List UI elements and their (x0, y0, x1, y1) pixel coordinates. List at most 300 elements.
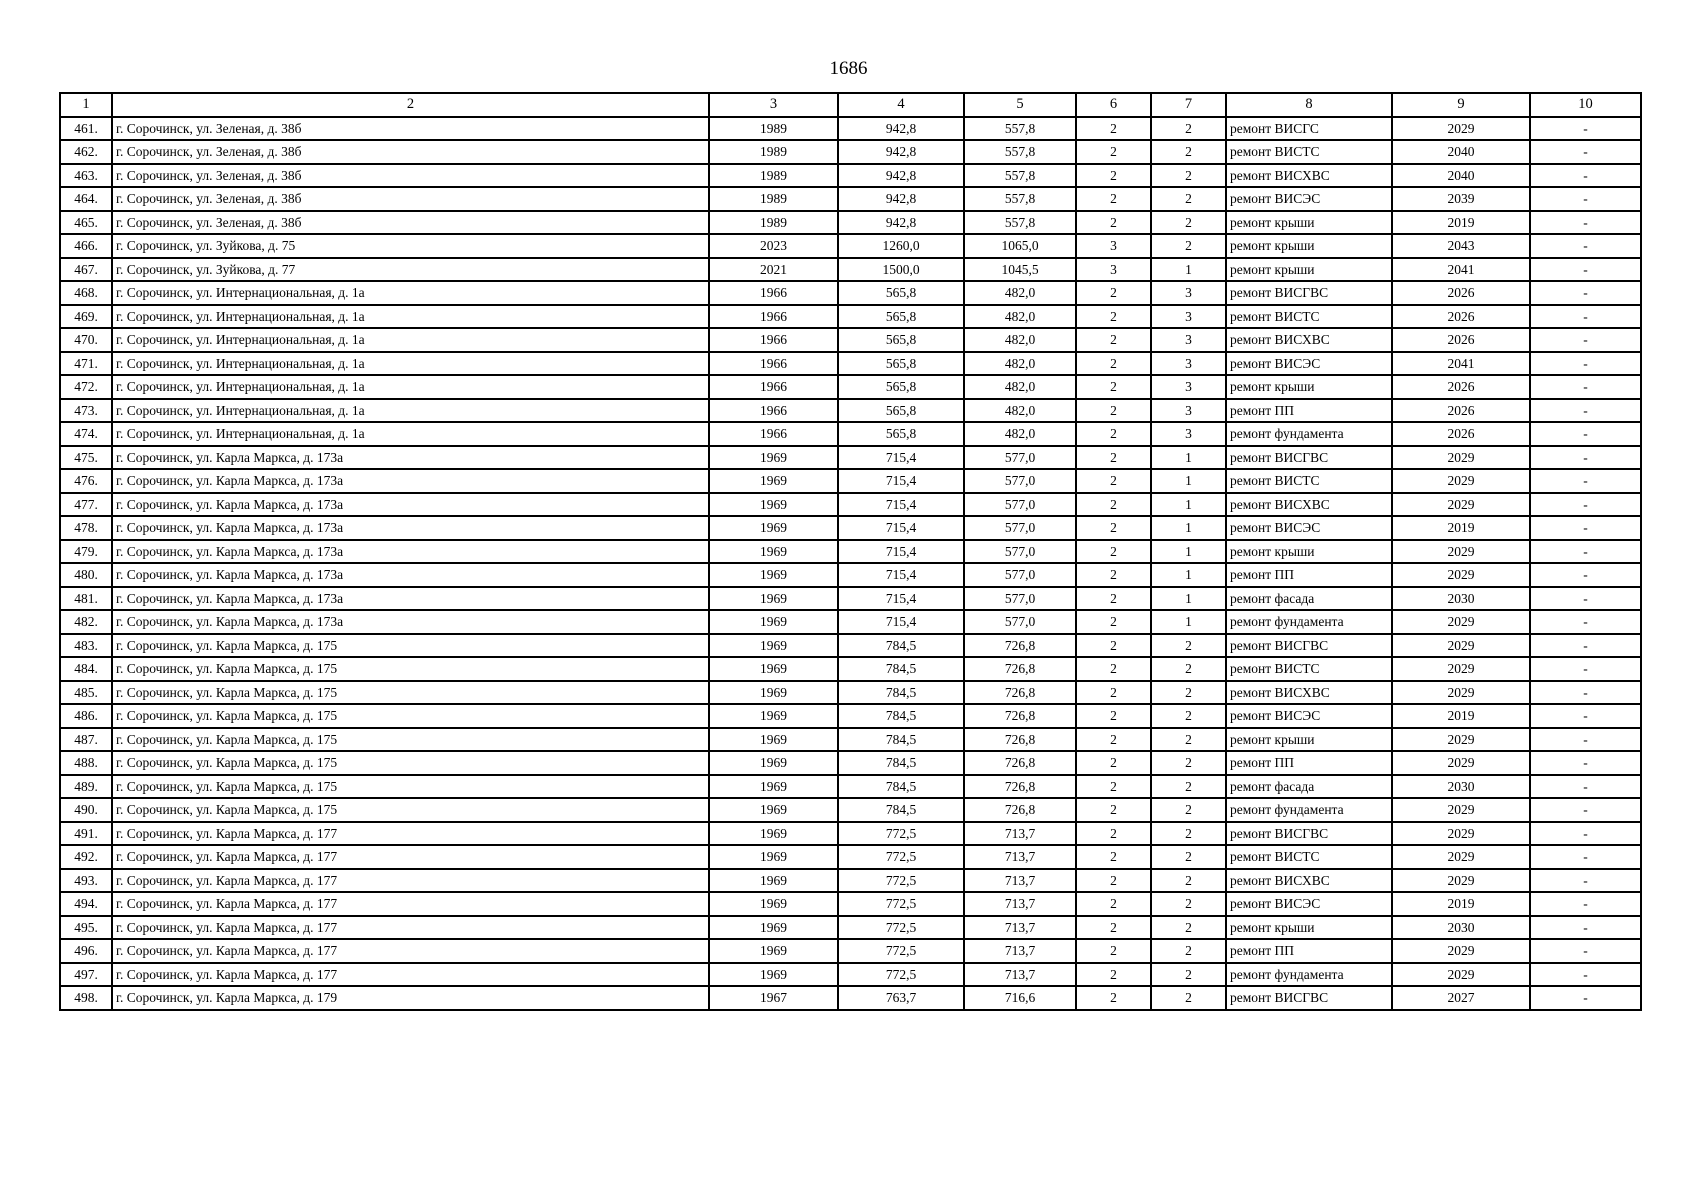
address-cell: г. Сорочинск, ул. Интернациональная, д. 1а (112, 328, 709, 352)
living-area-cell: 557,8 (964, 117, 1076, 141)
address-cell: г. Сорочинск, ул. Карла Маркса, д. 173а (112, 516, 709, 540)
total-area-cell: 784,5 (838, 681, 964, 705)
col7-cell: 2 (1151, 939, 1226, 963)
planned-year-cell: 2040 (1392, 140, 1530, 164)
col10-cell: - (1530, 234, 1641, 258)
planned-year-cell: 2029 (1392, 798, 1530, 822)
work-type-cell: ремонт ВИСГВС (1226, 986, 1392, 1010)
living-area-cell: 557,8 (964, 164, 1076, 188)
row-number-cell: 470. (60, 328, 112, 352)
living-area-cell: 713,7 (964, 916, 1076, 940)
total-area-cell: 784,5 (838, 798, 964, 822)
row-number-cell: 484. (60, 657, 112, 681)
table-row (60, 939, 1641, 963)
col6-cell: 2 (1076, 469, 1151, 493)
table-row (60, 704, 1641, 728)
col10-cell: - (1530, 681, 1641, 705)
row-number-cell: 474. (60, 422, 112, 446)
col10-cell: - (1530, 587, 1641, 611)
total-area-cell: 784,5 (838, 775, 964, 799)
year-cell: 1969 (709, 939, 838, 963)
planned-year-cell: 2029 (1392, 469, 1530, 493)
year-cell: 1966 (709, 305, 838, 329)
col10-cell: - (1530, 892, 1641, 916)
year-cell: 1969 (709, 916, 838, 940)
year-cell: 1969 (709, 704, 838, 728)
work-type-cell: ремонт крыши (1226, 211, 1392, 235)
address-cell: г. Сорочинск, ул. Карла Маркса, д. 173а (112, 610, 709, 634)
col7-cell: 3 (1151, 328, 1226, 352)
total-area-cell: 715,4 (838, 516, 964, 540)
year-cell: 1969 (709, 657, 838, 681)
col10-cell: - (1530, 939, 1641, 963)
total-area-cell: 565,8 (838, 328, 964, 352)
col6-cell: 2 (1076, 704, 1151, 728)
col7-cell: 2 (1151, 751, 1226, 775)
col6-cell: 2 (1076, 587, 1151, 611)
total-area-cell: 715,4 (838, 540, 964, 564)
work-type-cell: ремонт ВИСТС (1226, 657, 1392, 681)
column-number: 10 (1530, 93, 1641, 117)
living-area-cell: 482,0 (964, 305, 1076, 329)
planned-year-cell: 2029 (1392, 540, 1530, 564)
address-cell: г. Сорочинск, ул. Зуйкова, д. 77 (112, 258, 709, 282)
year-cell: 1989 (709, 140, 838, 164)
living-area-cell: 577,0 (964, 587, 1076, 611)
table-row (60, 164, 1641, 188)
col10-cell: - (1530, 352, 1641, 376)
living-area-cell: 713,7 (964, 822, 1076, 846)
col7-cell: 2 (1151, 681, 1226, 705)
col7-cell: 2 (1151, 798, 1226, 822)
table-row (60, 751, 1641, 775)
work-type-cell: ремонт фундамента (1226, 610, 1392, 634)
col10-cell: - (1530, 399, 1641, 423)
work-type-cell: ремонт ПП (1226, 399, 1392, 423)
col6-cell: 2 (1076, 822, 1151, 846)
col7-cell: 2 (1151, 845, 1226, 869)
year-cell: 1969 (709, 610, 838, 634)
col6-cell: 2 (1076, 892, 1151, 916)
col7-cell: 2 (1151, 916, 1226, 940)
col7-cell: 2 (1151, 140, 1226, 164)
table-row (60, 258, 1641, 282)
address-cell: г. Сорочинск, ул. Карла Маркса, д. 179 (112, 986, 709, 1010)
total-area-cell: 784,5 (838, 657, 964, 681)
row-number-cell: 466. (60, 234, 112, 258)
address-cell: г. Сорочинск, ул. Зуйкова, д. 75 (112, 234, 709, 258)
work-type-cell: ремонт крыши (1226, 375, 1392, 399)
col10-cell: - (1530, 728, 1641, 752)
work-type-cell: ремонт фасада (1226, 587, 1392, 611)
living-area-cell: 577,0 (964, 516, 1076, 540)
row-number-cell: 491. (60, 822, 112, 846)
total-area-cell: 772,5 (838, 845, 964, 869)
living-area-cell: 482,0 (964, 328, 1076, 352)
work-type-cell: ремонт ВИСТС (1226, 140, 1392, 164)
address-cell: г. Сорочинск, ул. Интернациональная, д. 1а (112, 305, 709, 329)
col7-cell: 3 (1151, 422, 1226, 446)
work-type-cell: ремонт ВИСТС (1226, 305, 1392, 329)
col7-cell: 3 (1151, 305, 1226, 329)
col7-cell: 2 (1151, 728, 1226, 752)
address-cell: г. Сорочинск, ул. Карла Маркса, д. 177 (112, 845, 709, 869)
year-cell: 1969 (709, 751, 838, 775)
living-area-cell: 713,7 (964, 939, 1076, 963)
total-area-cell: 942,8 (838, 187, 964, 211)
row-number-cell: 475. (60, 446, 112, 470)
row-number-cell: 490. (60, 798, 112, 822)
col6-cell: 3 (1076, 234, 1151, 258)
col10-cell: - (1530, 211, 1641, 235)
col7-cell: 1 (1151, 469, 1226, 493)
year-cell: 1969 (709, 563, 838, 587)
year-cell: 2023 (709, 234, 838, 258)
col7-cell: 2 (1151, 117, 1226, 141)
col6-cell: 2 (1076, 446, 1151, 470)
col10-cell: - (1530, 704, 1641, 728)
col6-cell: 2 (1076, 328, 1151, 352)
table-row (60, 610, 1641, 634)
living-area-cell: 713,7 (964, 869, 1076, 893)
row-number-cell: 486. (60, 704, 112, 728)
address-cell: г. Сорочинск, ул. Карла Маркса, д. 177 (112, 939, 709, 963)
row-number-cell: 488. (60, 751, 112, 775)
table-row (60, 540, 1641, 564)
work-type-cell: ремонт ПП (1226, 563, 1392, 587)
living-area-cell: 482,0 (964, 375, 1076, 399)
table-row (60, 422, 1641, 446)
address-cell: г. Сорочинск, ул. Карла Маркса, д. 175 (112, 798, 709, 822)
planned-year-cell: 2029 (1392, 869, 1530, 893)
table-row (60, 892, 1641, 916)
col10-cell: - (1530, 657, 1641, 681)
col10-cell: - (1530, 751, 1641, 775)
living-area-cell: 716,6 (964, 986, 1076, 1010)
row-number-cell: 493. (60, 869, 112, 893)
col10-cell: - (1530, 187, 1641, 211)
col10-cell: - (1530, 328, 1641, 352)
living-area-cell: 577,0 (964, 540, 1076, 564)
total-area-cell: 565,8 (838, 305, 964, 329)
col10-cell: - (1530, 258, 1641, 282)
col7-cell: 1 (1151, 516, 1226, 540)
row-number-cell: 467. (60, 258, 112, 282)
col7-cell: 1 (1151, 587, 1226, 611)
col10-cell: - (1530, 798, 1641, 822)
col7-cell: 3 (1151, 352, 1226, 376)
col10-cell: - (1530, 140, 1641, 164)
planned-year-cell: 2030 (1392, 587, 1530, 611)
col10-cell: - (1530, 822, 1641, 846)
planned-year-cell: 2041 (1392, 258, 1530, 282)
planned-year-cell: 2029 (1392, 634, 1530, 658)
work-type-cell: ремонт ВИСХВС (1226, 869, 1392, 893)
planned-year-cell: 2026 (1392, 328, 1530, 352)
year-cell: 1966 (709, 328, 838, 352)
col6-cell: 2 (1076, 164, 1151, 188)
col7-cell: 1 (1151, 258, 1226, 282)
col10-cell: - (1530, 164, 1641, 188)
row-number-cell: 468. (60, 281, 112, 305)
col6-cell: 2 (1076, 187, 1151, 211)
year-cell: 1989 (709, 117, 838, 141)
table-row (60, 775, 1641, 799)
address-cell: г. Сорочинск, ул. Карла Маркса, д. 175 (112, 728, 709, 752)
work-type-cell: ремонт ВИСГВС (1226, 634, 1392, 658)
table-row (60, 563, 1641, 587)
address-cell: г. Сорочинск, ул. Интернациональная, д. 1а (112, 399, 709, 423)
address-cell: г. Сорочинск, ул. Зеленая, д. 38б (112, 164, 709, 188)
address-cell: г. Сорочинск, ул. Карла Маркса, д. 173а (112, 446, 709, 470)
col6-cell: 2 (1076, 634, 1151, 658)
work-type-cell: ремонт ВИСХВС (1226, 681, 1392, 705)
total-area-cell: 772,5 (838, 939, 964, 963)
col6-cell: 2 (1076, 657, 1151, 681)
year-cell: 1969 (709, 634, 838, 658)
row-number-cell: 480. (60, 563, 112, 587)
column-number: 5 (964, 93, 1076, 117)
living-area-cell: 557,8 (964, 187, 1076, 211)
year-cell: 1966 (709, 422, 838, 446)
table-row (60, 281, 1641, 305)
row-number-cell: 494. (60, 892, 112, 916)
row-number-cell: 498. (60, 986, 112, 1010)
work-type-cell: ремонт фундамента (1226, 798, 1392, 822)
col6-cell: 2 (1076, 399, 1151, 423)
address-cell: г. Сорочинск, ул. Карла Маркса, д. 173а (112, 493, 709, 517)
column-number: 9 (1392, 93, 1530, 117)
total-area-cell: 942,8 (838, 164, 964, 188)
row-number-cell: 481. (60, 587, 112, 611)
row-number-cell: 476. (60, 469, 112, 493)
living-area-cell: 557,8 (964, 140, 1076, 164)
address-cell: г. Сорочинск, ул. Карла Маркса, д. 173а (112, 563, 709, 587)
planned-year-cell: 2029 (1392, 681, 1530, 705)
col7-cell: 2 (1151, 775, 1226, 799)
year-cell: 1989 (709, 164, 838, 188)
col7-cell: 3 (1151, 399, 1226, 423)
planned-year-cell: 2019 (1392, 892, 1530, 916)
total-area-cell: 784,5 (838, 751, 964, 775)
col7-cell: 1 (1151, 610, 1226, 634)
col6-cell: 2 (1076, 775, 1151, 799)
year-cell: 1967 (709, 986, 838, 1010)
total-area-cell: 942,8 (838, 211, 964, 235)
col10-cell: - (1530, 375, 1641, 399)
work-type-cell: ремонт ВИСХВС (1226, 164, 1392, 188)
year-cell: 1969 (709, 587, 838, 611)
year-cell: 1966 (709, 352, 838, 376)
table-row (60, 446, 1641, 470)
column-number: 1 (60, 93, 112, 117)
total-area-cell: 565,8 (838, 352, 964, 376)
row-number-cell: 469. (60, 305, 112, 329)
row-number-cell: 485. (60, 681, 112, 705)
work-type-cell: ремонт ВИСГВС (1226, 281, 1392, 305)
col10-cell: - (1530, 963, 1641, 987)
living-area-cell: 482,0 (964, 422, 1076, 446)
work-type-cell: ремонт ВИСЭС (1226, 892, 1392, 916)
work-type-cell: ремонт ВИСТС (1226, 845, 1392, 869)
col7-cell: 2 (1151, 986, 1226, 1010)
planned-year-cell: 2029 (1392, 493, 1530, 517)
year-cell: 1969 (709, 963, 838, 987)
table-row (60, 352, 1641, 376)
col10-cell: - (1530, 422, 1641, 446)
living-area-cell: 557,8 (964, 211, 1076, 235)
living-area-cell: 577,0 (964, 446, 1076, 470)
year-cell: 1969 (709, 775, 838, 799)
address-cell: г. Сорочинск, ул. Карла Маркса, д. 177 (112, 869, 709, 893)
col10-cell: - (1530, 634, 1641, 658)
planned-year-cell: 2030 (1392, 775, 1530, 799)
col10-cell: - (1530, 516, 1641, 540)
total-area-cell: 715,4 (838, 493, 964, 517)
row-number-cell: 464. (60, 187, 112, 211)
living-area-cell: 726,8 (964, 798, 1076, 822)
work-type-cell: ремонт крыши (1226, 234, 1392, 258)
living-area-cell: 713,7 (964, 845, 1076, 869)
col7-cell: 2 (1151, 234, 1226, 258)
row-number-cell: 477. (60, 493, 112, 517)
column-number: 4 (838, 93, 964, 117)
col6-cell: 2 (1076, 493, 1151, 517)
living-area-cell: 577,0 (964, 610, 1076, 634)
row-number-cell: 472. (60, 375, 112, 399)
work-type-cell: ремонт ВИСГС (1226, 117, 1392, 141)
col10-cell: - (1530, 986, 1641, 1010)
work-type-cell: ремонт фундамента (1226, 963, 1392, 987)
work-type-cell: ремонт ВИСТС (1226, 469, 1392, 493)
col10-cell: - (1530, 493, 1641, 517)
living-area-cell: 726,8 (964, 751, 1076, 775)
address-cell: г. Сорочинск, ул. Интернациональная, д. 1а (112, 422, 709, 446)
year-cell: 1969 (709, 822, 838, 846)
planned-year-cell: 2026 (1392, 399, 1530, 423)
total-area-cell: 565,8 (838, 399, 964, 423)
col7-cell: 2 (1151, 704, 1226, 728)
col6-cell: 2 (1076, 563, 1151, 587)
col7-cell: 1 (1151, 540, 1226, 564)
col6-cell: 2 (1076, 540, 1151, 564)
table-row (60, 869, 1641, 893)
col7-cell: 2 (1151, 822, 1226, 846)
planned-year-cell: 2029 (1392, 563, 1530, 587)
address-cell: г. Сорочинск, ул. Карла Маркса, д. 173а (112, 540, 709, 564)
address-cell: г. Сорочинск, ул. Карла Маркса, д. 175 (112, 681, 709, 705)
col6-cell: 2 (1076, 728, 1151, 752)
work-type-cell: ремонт ПП (1226, 939, 1392, 963)
table-row (60, 328, 1641, 352)
row-number-cell: 492. (60, 845, 112, 869)
table-row (60, 211, 1641, 235)
living-area-cell: 482,0 (964, 281, 1076, 305)
col6-cell: 2 (1076, 516, 1151, 540)
column-number: 6 (1076, 93, 1151, 117)
planned-year-cell: 2041 (1392, 352, 1530, 376)
work-type-cell: ремонт крыши (1226, 728, 1392, 752)
planned-year-cell: 2040 (1392, 164, 1530, 188)
total-area-cell: 772,5 (838, 822, 964, 846)
col6-cell: 2 (1076, 117, 1151, 141)
col7-cell: 3 (1151, 375, 1226, 399)
page-number: 1686 (829, 58, 868, 79)
total-area-cell: 1500,0 (838, 258, 964, 282)
address-cell: г. Сорочинск, ул. Карла Маркса, д. 175 (112, 657, 709, 681)
col7-cell: 1 (1151, 563, 1226, 587)
address-cell: г. Сорочинск, ул. Карла Маркса, д. 175 (112, 775, 709, 799)
table-row (60, 986, 1641, 1010)
work-type-cell: ремонт ПП (1226, 751, 1392, 775)
address-cell: г. Сорочинск, ул. Карла Маркса, д. 177 (112, 916, 709, 940)
col6-cell: 2 (1076, 916, 1151, 940)
year-cell: 1969 (709, 516, 838, 540)
planned-year-cell: 2027 (1392, 986, 1530, 1010)
year-cell: 1966 (709, 399, 838, 423)
capital-repair-table (59, 92, 1642, 1011)
row-number-cell: 496. (60, 939, 112, 963)
planned-year-cell: 2029 (1392, 657, 1530, 681)
col10-cell: - (1530, 281, 1641, 305)
year-cell: 1966 (709, 375, 838, 399)
year-cell: 1966 (709, 281, 838, 305)
total-area-cell: 772,5 (838, 869, 964, 893)
col6-cell: 2 (1076, 422, 1151, 446)
year-cell: 2021 (709, 258, 838, 282)
col10-cell: - (1530, 469, 1641, 493)
year-cell: 1969 (709, 540, 838, 564)
total-area-cell: 942,8 (838, 140, 964, 164)
planned-year-cell: 2039 (1392, 187, 1530, 211)
col10-cell: - (1530, 305, 1641, 329)
work-type-cell: ремонт ВИСХВС (1226, 328, 1392, 352)
address-cell: г. Сорочинск, ул. Интернациональная, д. 1а (112, 352, 709, 376)
table-row (60, 234, 1641, 258)
total-area-cell: 565,8 (838, 422, 964, 446)
col10-cell: - (1530, 563, 1641, 587)
planned-year-cell: 2029 (1392, 751, 1530, 775)
address-cell: г. Сорочинск, ул. Карла Маркса, д. 173а (112, 587, 709, 611)
col6-cell: 2 (1076, 305, 1151, 329)
year-cell: 1969 (709, 845, 838, 869)
total-area-cell: 772,5 (838, 916, 964, 940)
table-row (60, 634, 1641, 658)
planned-year-cell: 2029 (1392, 845, 1530, 869)
living-area-cell: 1045,5 (964, 258, 1076, 282)
address-cell: г. Сорочинск, ул. Карла Маркса, д. 175 (112, 704, 709, 728)
col6-cell: 2 (1076, 845, 1151, 869)
col10-cell: - (1530, 540, 1641, 564)
col10-cell: - (1530, 916, 1641, 940)
col10-cell: - (1530, 775, 1641, 799)
work-type-cell: ремонт ВИСЭС (1226, 516, 1392, 540)
row-number-cell: 478. (60, 516, 112, 540)
table-row (60, 963, 1641, 987)
work-type-cell: ремонт ВИСЭС (1226, 704, 1392, 728)
work-type-cell: ремонт ВИСЭС (1226, 352, 1392, 376)
living-area-cell: 726,8 (964, 704, 1076, 728)
year-cell: 1969 (709, 869, 838, 893)
planned-year-cell: 2029 (1392, 939, 1530, 963)
planned-year-cell: 2029 (1392, 728, 1530, 752)
total-area-cell: 784,5 (838, 704, 964, 728)
address-cell: г. Сорочинск, ул. Интернациональная, д. 1а (112, 375, 709, 399)
address-cell: г. Сорочинск, ул. Карла Маркса, д. 175 (112, 751, 709, 775)
row-number-cell: 482. (60, 610, 112, 634)
total-area-cell: 565,8 (838, 281, 964, 305)
address-cell: г. Сорочинск, ул. Зеленая, д. 38б (112, 117, 709, 141)
